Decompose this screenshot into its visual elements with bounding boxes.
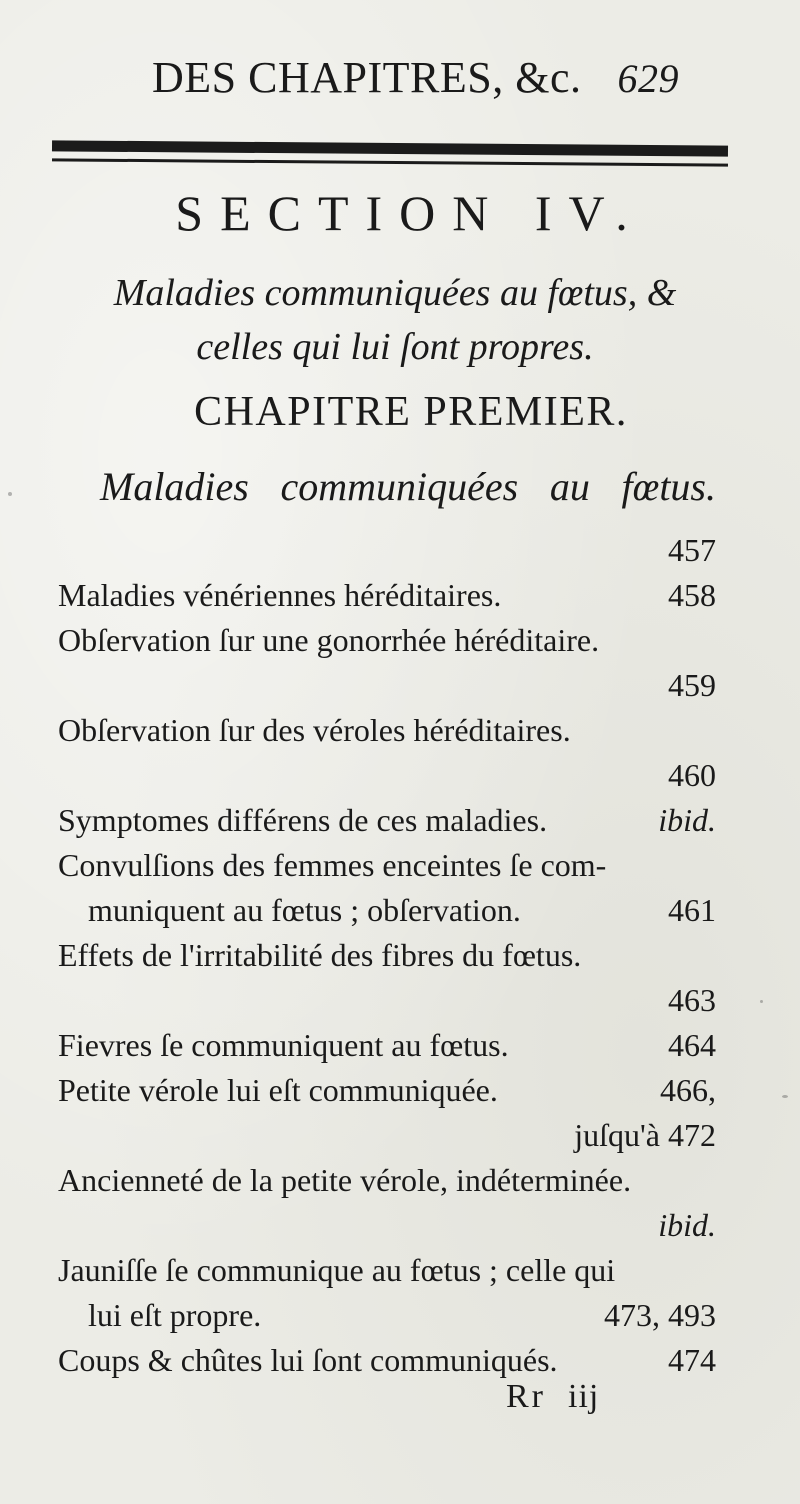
running-head <box>152 52 679 103</box>
entry-text: Fievres ſe communiquent au fœtus. <box>58 1027 509 1063</box>
entry-text: Obſervation ſur des véroles héréditaires. <box>58 712 571 748</box>
page-number: 629 <box>617 56 679 101</box>
entry-text: Petite vérole lui eſt communiquée. <box>58 1072 498 1108</box>
entry-page-ref: 473, 493 <box>604 1297 716 1333</box>
entry-page-ref: 474 <box>668 1342 716 1378</box>
entry-text: Maladies vénériennes héréditaires. <box>58 577 502 613</box>
chapter-title: CHAPITRE PREMIER. <box>194 389 628 435</box>
entry-page-ref: 463 <box>668 982 716 1018</box>
entry-line <box>58 663 716 708</box>
entry-text: Symptomes différens de ces maladies. <box>58 802 548 838</box>
entry-text: Convulſions des femmes enceintes ſe com- <box>58 847 607 883</box>
entry-line <box>58 1158 716 1203</box>
header-rule-thin <box>52 158 728 166</box>
entry-line <box>58 1293 716 1338</box>
paper-speck <box>8 492 12 496</box>
entry-page-ref: 458 <box>668 577 716 613</box>
entry-line <box>58 1248 716 1293</box>
entry-line <box>58 1338 716 1383</box>
chapter-subtitle: Maladies communiquées au fœtus. <box>100 464 716 509</box>
entry-page-ref: juſqu'à 472 <box>574 1117 716 1153</box>
section-title: SECTION IV. <box>175 185 645 241</box>
signature-letters: Rr <box>506 1378 546 1415</box>
entry-line <box>58 843 716 888</box>
entry-line <box>58 888 716 933</box>
signature-numeral: iij <box>568 1378 600 1415</box>
entry-page-ref: 460 <box>668 757 716 793</box>
entry-page-ref: 457 <box>668 532 716 568</box>
entry-text: Jauniſſe ſe communique au fœtus ; celle qui <box>58 1252 616 1288</box>
entry-text: Effets de l'irritabilité des fibres du fœtus. <box>58 937 582 973</box>
entry-line <box>58 1068 716 1113</box>
entry-page-ref: 461 <box>668 892 716 928</box>
entry-text: Ancienneté de la petite vérole, indéterminée. <box>58 1162 632 1198</box>
paper-speck <box>760 1000 763 1003</box>
entry-page-ref: 466, <box>660 1072 716 1108</box>
entry-text: Coups & chûtes lui ſont communiqués. <box>58 1342 558 1378</box>
entry-page-ref: ibid. <box>658 1207 716 1243</box>
printer-signature <box>506 1378 599 1416</box>
header-rule-thick <box>52 140 728 156</box>
entry-line <box>58 798 716 843</box>
entry-line <box>58 933 716 978</box>
entry-line <box>58 1023 716 1068</box>
contents-entries <box>58 528 716 1383</box>
paper-speck <box>782 1095 788 1098</box>
entry-text: muniquent au fœtus ; obſervation. <box>88 892 521 928</box>
entry-page-ref: 459 <box>668 667 716 703</box>
entry-line <box>58 753 716 798</box>
entry-line <box>58 618 716 663</box>
entry-line <box>58 528 716 573</box>
entry-page-ref: ibid. <box>658 802 716 838</box>
section-subtitle-line-2: celles qui lui ſont propres. <box>196 326 594 368</box>
entry-text: Obſervation ſur une gonorrhée héréditaire. <box>58 622 600 658</box>
entry-line <box>58 573 716 618</box>
entry-line <box>58 1113 716 1158</box>
entry-line <box>58 978 716 1023</box>
section-subtitle-line-1: Maladies communiquées au fœtus, & <box>113 272 677 314</box>
entry-page-ref: 464 <box>668 1027 716 1063</box>
entry-text: lui eſt propre. <box>88 1297 262 1333</box>
entry-line <box>58 708 716 753</box>
running-title: DES CHAPITRES, &c. <box>152 53 582 102</box>
entry-line <box>58 1203 716 1248</box>
